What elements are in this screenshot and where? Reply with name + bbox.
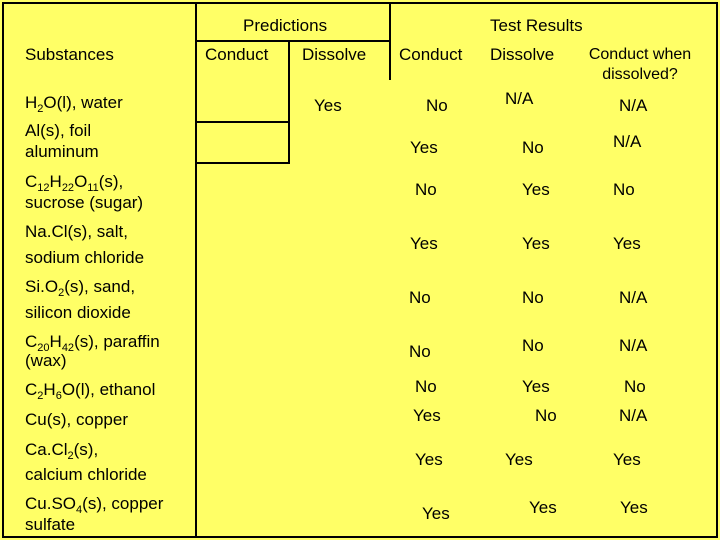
substance-aluminum-line2: aluminum <box>25 142 99 161</box>
dissolve-sugar: Yes <box>522 180 550 199</box>
dissolve-salt: Yes <box>522 234 550 253</box>
conduct-prediction-header: Conduct <box>205 45 269 64</box>
substance-sand: $Si.O_2(s)$, sand, <box>25 277 136 299</box>
dissolve-copper-sulfate: Yes <box>529 498 557 517</box>
dissolve-sand: No <box>522 288 544 307</box>
divider-after-conduct-pred <box>288 40 290 164</box>
conduct-dissolved-copper-sulfate: Yes <box>620 498 648 517</box>
conduct-aluminum: Yes <box>410 138 438 157</box>
conduct-dissolved-calcium-chloride: Yes <box>613 450 641 469</box>
substance-paraffin: $C_{20}H_{42}(s)$, paraffin <box>25 332 160 354</box>
divider-pred-row3 <box>195 162 290 164</box>
test-results-header: Test Results <box>490 16 583 35</box>
dissolve-water: N/A <box>505 89 534 108</box>
dissolve-calcium-chloride: Yes <box>505 450 533 469</box>
predictions-header: Predictions <box>243 16 328 35</box>
substance-calcium-chloride: $Ca.Cl_2(s)$, <box>25 440 99 462</box>
substance-salt: Na.Cl(s), salt, <box>25 222 128 241</box>
conduct-dissolved-header-line1: Conduct when <box>588 46 692 63</box>
substance-aluminum: Al(s), foil <box>25 121 92 140</box>
substance-copper: Cu(s), copper <box>25 410 128 429</box>
divider-after-substances <box>195 2 197 538</box>
conduct-dissolved-sugar: No <box>613 180 635 199</box>
conduct-copper-sulfate: Yes <box>422 504 450 523</box>
substance-calcium-chloride-line2: calcium chloride <box>25 465 147 484</box>
border-right <box>716 2 718 538</box>
substance-ethanol: $C_2H_6O(l)$, ethanol <box>25 380 156 402</box>
dissolve-prediction-water: Yes <box>314 96 342 115</box>
conduct-dissolved-sand: N/A <box>619 288 648 307</box>
dissolve-paraffin: No <box>522 336 544 355</box>
conduct-dissolved-salt: Yes <box>613 234 641 253</box>
conduct-water: No <box>426 96 448 115</box>
substance-paraffin-line2: (wax) <box>25 351 67 370</box>
dissolve-aluminum: No <box>522 138 544 157</box>
conduct-salt: Yes <box>410 234 438 253</box>
substance-sand-line2: silicon dioxide <box>25 303 131 322</box>
conduct-paraffin: No <box>409 342 431 361</box>
substance-sugar: $C_{12}H_{22}O_{11}(s)$, <box>25 172 124 194</box>
substance-water: $H_2O(l)$, water <box>25 93 123 115</box>
divider-header-split <box>195 40 391 42</box>
dissolve-ethanol: Yes <box>522 377 550 396</box>
substance-copper-sulfate-line2: sulfate <box>25 515 76 534</box>
divider-pred-row2 <box>195 121 290 123</box>
substance-copper-sulfate: $Cu.SO_4(s)$, copper <box>25 494 164 516</box>
dissolve-test-header: Dissolve <box>490 45 555 64</box>
conduct-calcium-chloride: Yes <box>415 450 443 469</box>
conduct-dissolved-copper: N/A <box>619 406 648 425</box>
substance-salt-line2: sodium chloride <box>25 248 145 267</box>
conduct-sand: No <box>409 288 431 307</box>
conduct-dissolved-water: N/A <box>619 96 648 115</box>
conduct-dissolved-header-line2: dissolved? <box>602 66 678 83</box>
conduct-dissolved-paraffin: N/A <box>619 336 648 355</box>
dissolve-prediction-header: Dissolve <box>302 45 367 64</box>
border-top <box>2 2 718 4</box>
conduct-dissolved-ethanol: No <box>624 377 646 396</box>
substance-sugar-line2: sucrose (sugar) <box>25 193 144 212</box>
dissolve-copper: No <box>535 406 557 425</box>
conduct-sugar: No <box>415 180 437 199</box>
border-left <box>2 2 4 538</box>
substances-header: Substances <box>25 45 114 64</box>
conduct-ethanol: No <box>415 377 437 396</box>
border-bottom <box>2 536 718 538</box>
conduct-test-header: Conduct <box>399 45 463 64</box>
conduct-copper: Yes <box>413 406 441 425</box>
conduct-dissolved-aluminum: N/A <box>613 132 642 151</box>
